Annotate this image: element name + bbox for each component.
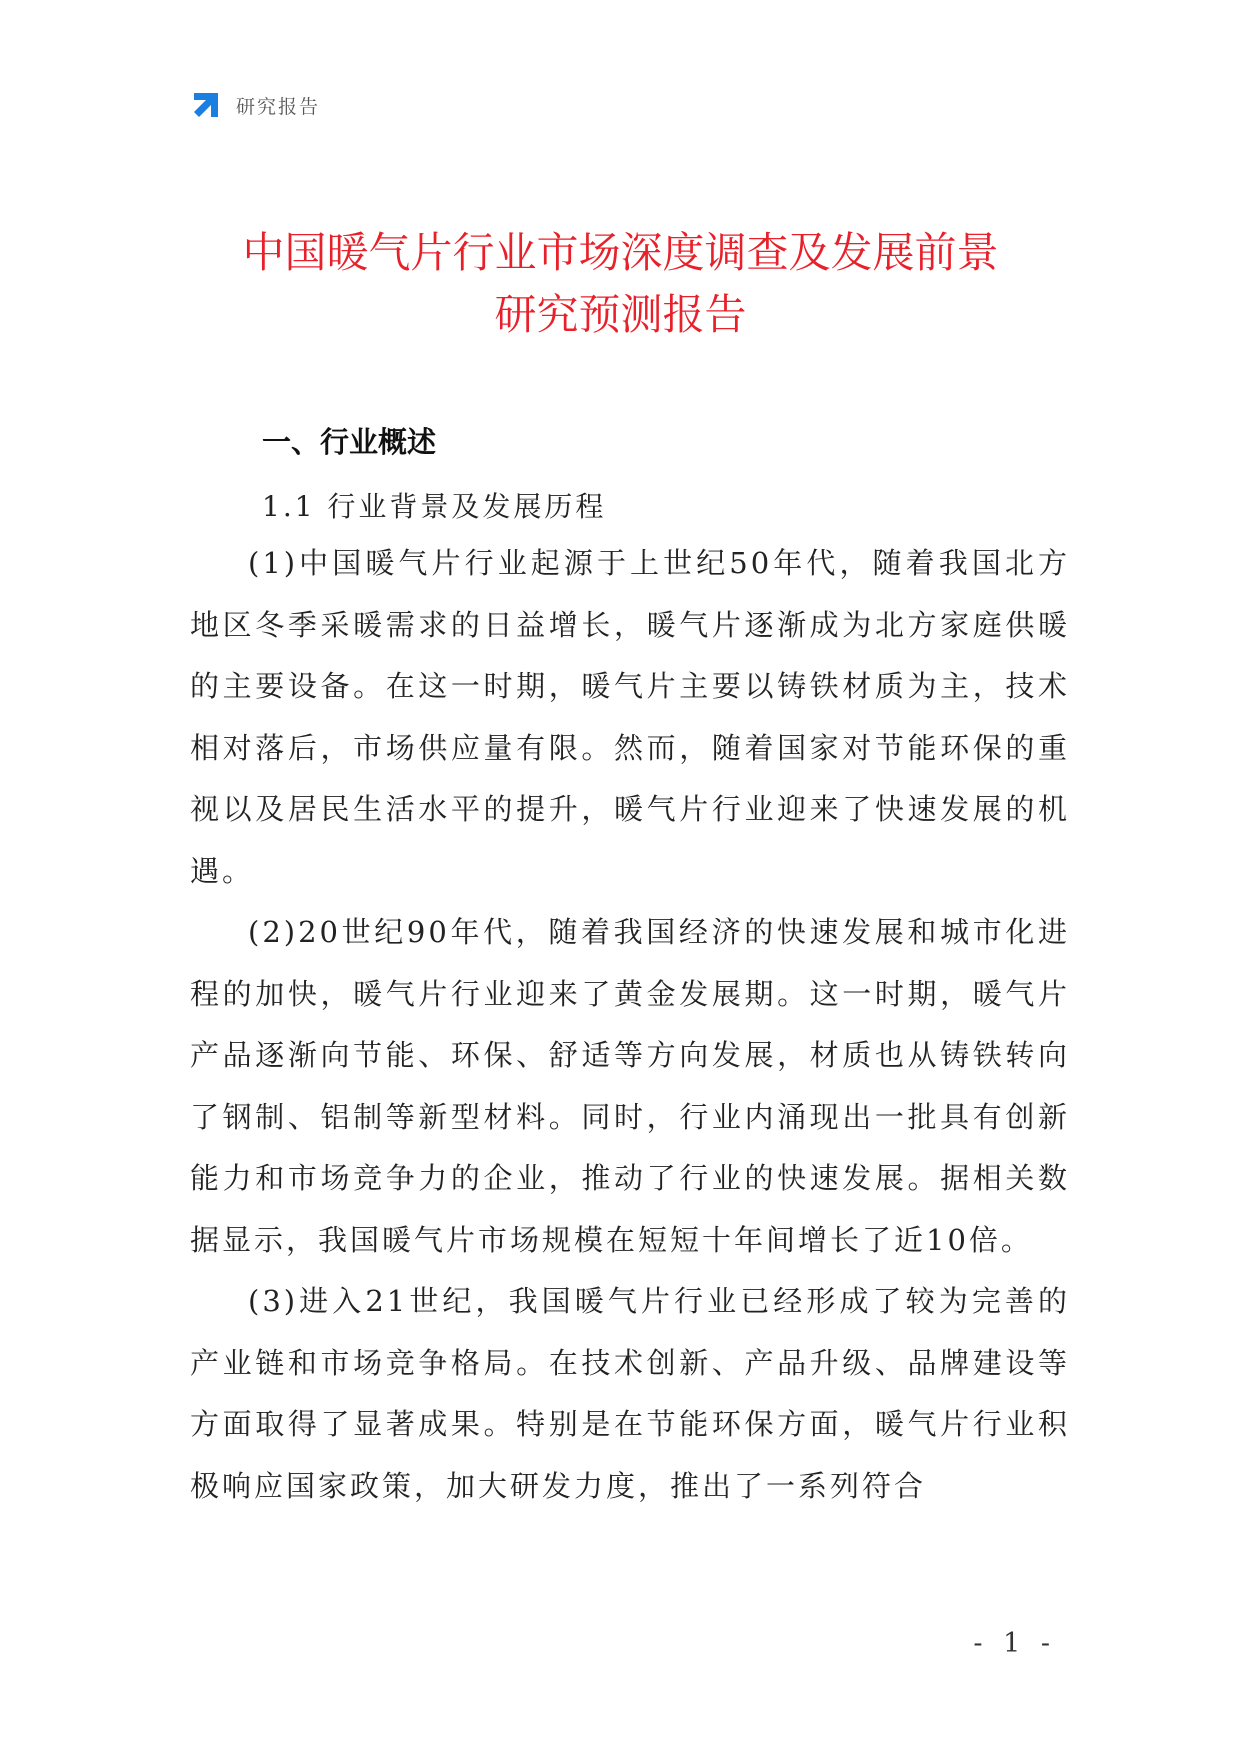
paragraph-3: (3)进入21世纪，我国暖气片行业已经形成了较为完善的产业链和市场竞争格局。在技术创新、产品升级、品牌建设等方面取得了显著成果。特别是在节能环保方面，暖气片行业积极响应国家政策，加大研发力度，推出了一系列符合: [190, 1284, 1070, 1503]
page-number: - 1 -: [973, 1628, 1056, 1659]
report-header: [190, 88, 320, 122]
section-heading: 一、行业概述: [262, 425, 437, 459]
arrow-up-right-icon: [190, 89, 222, 121]
paragraph-2: (2)20世纪90年代，随着我国经济的快速发展和城市化进程的加快，暖气片行业迎来了黄金发展期。这一时期，暖气片产品逐渐向节能、环保、舒适等方向发展，材质也从铸铁转向了钢制、铝制等新型材料。同时，行业内涌现出一批具有创新能力和市场竞争力的企业，推动了行业的快速发展。据相关数据显示，我国暖气片市场规模在短短十年间增长了近10倍。: [190, 915, 1070, 1257]
subsection-heading: 1.1 行业背景及发展历程: [262, 490, 607, 523]
document-title: [150, 222, 1091, 346]
header-label: 研究报告: [236, 95, 321, 118]
document-title-line-1: 中国暖气片行业市场深度调查及发展前景: [242, 228, 999, 277]
body-text: [190, 533, 1070, 1517]
document-title-line-2: 研究预测报告: [494, 290, 747, 339]
paragraph-1: (1)中国暖气片行业起源于上世纪50年代，随着我国北方地区冬季采暖需求的日益增长，暖气片逐渐成为北方家庭供暖的主要设备。在这一时期，暖气片主要以铸铁材质为主，技术相对落后，市场供应量有限。然而，随着国家对节能环保的重视以及居民生活水平的提升，暖气片行业迎来了快速发展的机遇。: [190, 546, 1070, 888]
